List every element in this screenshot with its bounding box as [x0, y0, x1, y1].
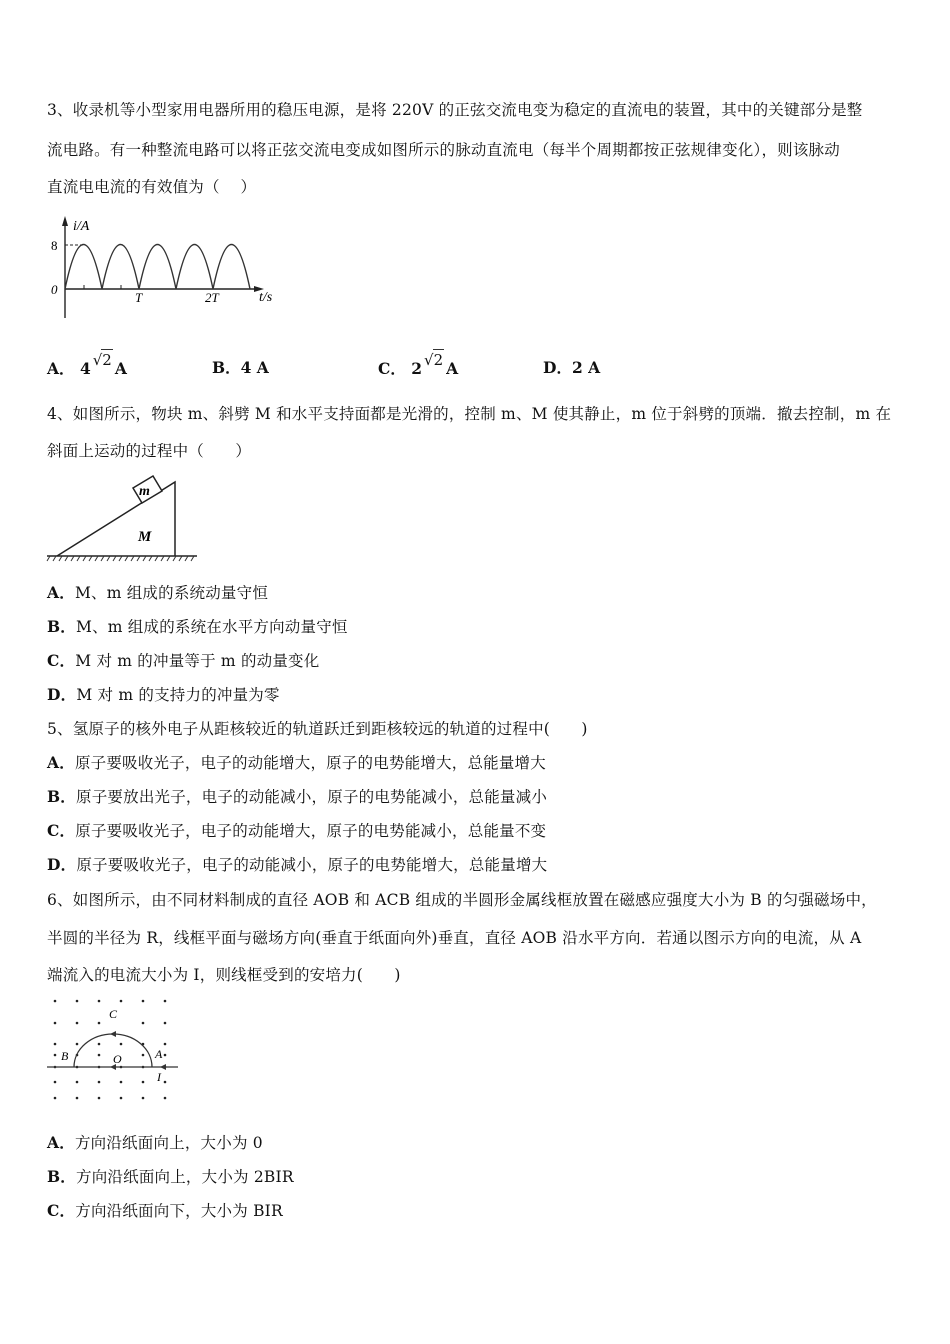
x-tick-T: T: [135, 290, 143, 305]
x-tick-2T: 2T: [205, 290, 219, 305]
q6-option-b[interactable]: B．方向沿纸面向上，大小为 2BIR: [47, 1167, 294, 1186]
sqrt-symbol: √2: [424, 351, 444, 369]
q4-line-1: 4、如图所示，物块 m、斜劈 M 和水平支持面都是光滑的，控制 m、M 使其静止，m 位于斜劈的顶端．撤去控制，m 在: [47, 405, 892, 423]
q6-option-c[interactable]: C．方向沿纸面向下，大小为 BIR: [47, 1201, 283, 1220]
q5-line-1: 5、氢原子的核外电子从距核较近的轨道跃迁到距核较远的轨道的过程中( ): [47, 720, 588, 738]
q3-line-1: 3、收录机等小型家用电器所用的稳压电源，是将 220V 的正弦交流电变为稳定的直流电的装置，其中的关键部分是整: [47, 101, 863, 119]
q4-line-2: 斜面上运动的过程中（ ）: [47, 442, 252, 460]
q4-option-b[interactable]: B．M、m 组成的系统在水平方向动量守恒: [47, 617, 348, 636]
q3-line-3: 直流电电流的有效值为（ ）: [47, 178, 257, 196]
q4-option-a[interactable]: A．M、m 组成的系统动量守恒: [47, 583, 269, 602]
q3-option-c[interactable]: C． 2 √2 A: [378, 351, 459, 378]
q3-option-a[interactable]: A． 4 √2 A: [47, 351, 127, 378]
q4-option-c[interactable]: C．M 对 m 的冲量等于 m 的动量变化: [47, 651, 320, 670]
q6-line-1: 6、如图所示，由不同材料制成的直径 AOB 和 ACB 组成的半圆形金属线框放置在磁感应强度大小为 B 的匀强磁场中，: [47, 891, 877, 909]
q5-option-a[interactable]: A．原子要吸收光子，电子的动能增大，原子的电势能增大，总能量增大: [47, 753, 546, 772]
option-letter: C．: [378, 359, 406, 378]
label-A: A: [155, 1047, 163, 1061]
q4-option-d[interactable]: D．M 对 m 的支持力的冲量为零: [47, 685, 280, 704]
q6-option-a[interactable]: A．方向沿纸面向上，大小为 0: [47, 1133, 263, 1152]
q3-option-d[interactable]: D．2 A: [543, 358, 601, 377]
q5-option-c[interactable]: C．原子要吸收光子，电子的动能增大，原子的电势能减小，总能量不变: [47, 821, 547, 840]
q3-line-2: 流电路。有一种整流电路可以将正弦交流电变成如图所示的脉动直流电（每半个周期都按正弦规律变化），则该脉动: [47, 141, 840, 159]
label-O: O: [113, 1052, 122, 1066]
label-B: B: [61, 1049, 69, 1063]
q3-option-b[interactable]: B．4 A: [212, 358, 269, 377]
label-I: I: [157, 1070, 161, 1084]
q6-line-2: 半圆的半径为 R，线框平面与磁场方向(垂直于纸面向外)垂直，直径 AOB 沿水平方向．若通以图示方向的电流，从 A: [47, 929, 862, 947]
label-C: C: [109, 1007, 118, 1021]
y-tick-8: 8: [51, 238, 58, 253]
block-m-label: m: [139, 484, 150, 499]
option-letter: A．: [47, 359, 75, 378]
y-axis-label: i/A: [73, 219, 90, 234]
option-letter: B．: [212, 358, 241, 377]
q5-option-d[interactable]: D．原子要吸收光子，电子的动能减小，原子的电势能增大，总能量增大: [47, 855, 548, 874]
wedge-M-label: M: [138, 529, 152, 545]
q6-line-3: 端流入的电流大小为 I，则线框受到的安培力( ): [47, 966, 401, 984]
sqrt-symbol: √2: [92, 351, 112, 369]
x-axis-label: t/s: [259, 290, 273, 305]
q6-field-diagram: [0, 0, 200, 1110]
q5-option-b[interactable]: B．原子要放出光子，电子的动能减小，原子的电势能减小，总能量减小: [47, 787, 548, 806]
origin-label: 0: [51, 282, 58, 297]
option-letter: D．: [543, 358, 572, 377]
